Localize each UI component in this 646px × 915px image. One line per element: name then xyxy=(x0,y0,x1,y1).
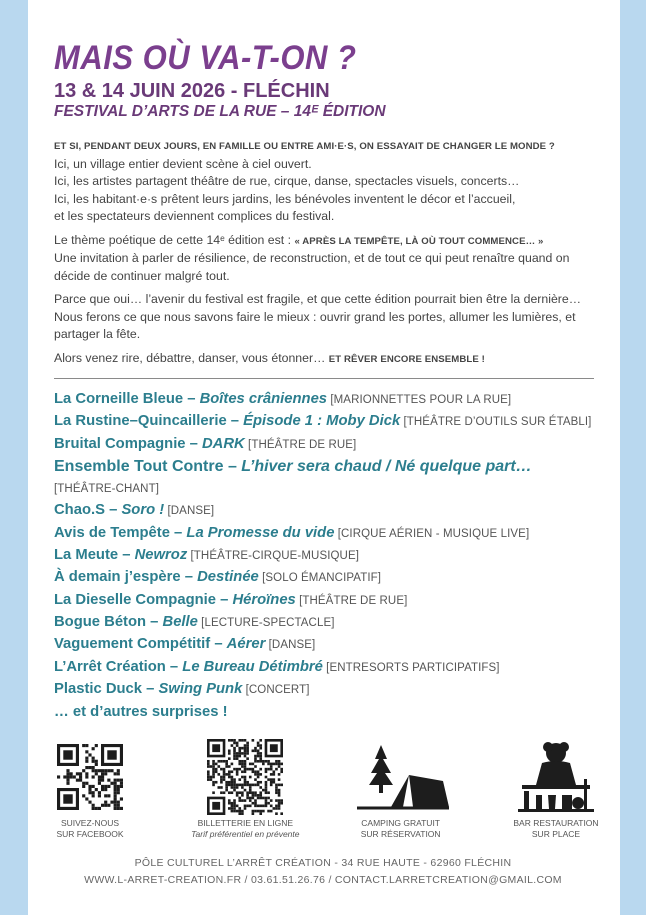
bar-restaurant-icon xyxy=(512,739,600,815)
company-name: Vaguement Compétitif – xyxy=(54,636,227,653)
show-genre: [DANSE] xyxy=(265,639,316,652)
festival-title: MAIS OÙ VA-T-ON ? xyxy=(54,38,357,77)
footer-contact[interactable]: WWW.L-ARRET-CREATION.FR / 03.61.51.26.76 / CONTACT.LARRETCREATION@GMAIL.COM xyxy=(84,874,562,886)
show-title: Héroïnes xyxy=(232,591,296,608)
camping-block xyxy=(337,738,465,848)
show-title: L’hiver sera chaud / Né quelque part… xyxy=(241,457,532,475)
facebook-block xyxy=(26,738,154,848)
intro-line: Ici, un village entier devient scène à ciel ouvert. xyxy=(54,156,312,171)
theme-paragraph xyxy=(54,232,594,286)
surprises-text: … et d’autres surprises ! xyxy=(54,704,228,721)
show-title: Belle xyxy=(162,613,198,630)
show-genre: [LECTURE-SPECTACLE] xyxy=(197,616,335,629)
show-title: Soro ! xyxy=(121,502,165,519)
show-title: Aérer xyxy=(226,636,266,653)
show-title: Le Bureau Détimbré xyxy=(182,658,323,675)
lineup-item xyxy=(54,500,594,522)
show-title: Swing Punk xyxy=(158,680,243,697)
intro-text xyxy=(54,138,594,368)
show-title: DARK xyxy=(202,435,245,452)
show-genre: [THÉÂTRE DE RUE] xyxy=(244,438,357,451)
show-genre: [THÉÂTRE DE RUE] xyxy=(295,594,408,607)
intro-line: et les spectateurs deviennent complices du festival. xyxy=(54,209,335,223)
intro-line: Ici, les artistes partagent théâtre de rue, cirque, danse, spectacles visuels, concerts… xyxy=(54,174,520,188)
lineup-item xyxy=(54,657,594,679)
show-title: La Promesse du vide xyxy=(186,524,335,541)
company-name: La Corneille Bleue – xyxy=(54,391,200,407)
intro-question: ET SI, PENDANT DEUX JOURS, EN FAMILLE OU ENTRE AMI·E·S, ON ESSAYAIT DE CHANGER LE MONDE ? xyxy=(54,141,555,152)
lineup-item xyxy=(54,612,594,634)
show-genre: [THÉÂTRE D’OUTILS SUR ÉTABLI] xyxy=(400,416,592,429)
lineup-item xyxy=(54,389,594,411)
lineup-item xyxy=(54,411,594,433)
festival-date: 13 & 14 JUIN 2026 - FLÉCHIN xyxy=(54,80,330,102)
fragile-paragraph: Parce que oui… l’avenir du festival est fragile, et que cette édition pourrait bien être la dernière… Nous ferons ce que nous savons faire le mieux : ouvrir grand les portes, allumer les lumières, et partager la fête. xyxy=(54,292,582,341)
company-name: Bogue Béton – xyxy=(54,613,163,630)
lineup-item xyxy=(54,567,594,589)
festival-subtitle: FESTIVAL D’ARTS DE LA RUE – 14ᴱ ÉDITION xyxy=(54,103,386,120)
closing-caps: ET RÊVER ENCORE ENSEMBLE ! xyxy=(328,353,485,365)
closing-paragraph xyxy=(54,350,594,369)
lineup-item xyxy=(54,634,594,656)
company-name: Plastic Duck – xyxy=(54,680,159,697)
tickets-block xyxy=(181,738,309,848)
qr-code-icon[interactable] xyxy=(207,739,283,815)
company-name: À demain j’espère – xyxy=(54,569,198,586)
company-name: La Meute – xyxy=(54,547,135,564)
bar-caption: BAR RESTAURATION SUR PLACE xyxy=(513,818,599,839)
closing-lead: Alors venez rire, débattre, danser, vous étonner… xyxy=(54,350,329,365)
show-genre: [MARIONNETTES POUR LA RUE] xyxy=(327,394,512,406)
show-genre: [DANSE] xyxy=(164,505,215,518)
company-name: L’Arrêt Création – xyxy=(54,658,183,675)
show-genre: [THÉÂTRE-CIRQUE-MUSIQUE] xyxy=(187,550,360,563)
lineup-item xyxy=(54,456,594,501)
lineup-item xyxy=(54,679,594,701)
intro-line: Ici, les habitant·e·s prêtent leurs jardins, les bénévoles inventent le décor et l’accueil, xyxy=(54,191,516,206)
lineup-item xyxy=(54,545,594,567)
lineup-list xyxy=(54,389,594,701)
footer xyxy=(0,855,646,889)
show-title: Newroz xyxy=(134,547,188,564)
camping-caption: CAMPING GRATUIT SUR RÉSERVATION xyxy=(360,818,441,839)
show-genre: [SOLO ÉMANCIPATIF] xyxy=(258,572,382,585)
theme-description: Une invitation à parler de résilience, de reconstruction, et de tout ce qui peut renaître quand on décide de continuer malgré tout. xyxy=(54,251,570,283)
company-name: Bruital Compagnie – xyxy=(54,435,202,452)
footer-address: PÔLE CULTUREL L’ARRÊT CRÉATION - 34 RUE HAUTE - 62960 FLÉCHIN xyxy=(134,857,512,869)
company-name: Chao.S – xyxy=(54,502,122,519)
show-genre: [ENTRESORTS PARTICIPATIFS] xyxy=(322,661,500,674)
show-title: Destinée xyxy=(197,569,259,586)
show-genre: [CONCERT] xyxy=(242,683,310,696)
theme-title: « APRÈS LA TEMPÊTE, LÀ OÙ TOUT COMMENCE… » xyxy=(294,235,544,247)
lineup-item xyxy=(54,590,594,612)
section-divider xyxy=(54,378,594,379)
company-name: La Dieselle Compagnie – xyxy=(54,591,233,608)
theme-lead: Le thème poétique de cette 14ᵉ édition est : xyxy=(54,232,295,247)
company-name: Avis de Tempête – xyxy=(54,524,187,541)
show-title: Épisode 1 : Moby Dick xyxy=(243,413,401,430)
show-genre: [CIRQUE AÉRIEN - MUSIQUE LIVE] xyxy=(334,527,530,540)
show-title: Boîtes crâniennes xyxy=(199,391,328,407)
qr-code-icon[interactable] xyxy=(57,744,123,810)
lineup-item xyxy=(54,434,594,456)
company-name: Ensemble Tout Contre – xyxy=(54,457,242,475)
company-name: La Rustine–Quincaillerie – xyxy=(54,413,244,430)
facebook-caption: SUIVEZ-NOUS SUR FACEBOOK xyxy=(56,818,124,839)
bar-block xyxy=(492,738,620,848)
tent-icon xyxy=(351,741,451,813)
lineup-item xyxy=(54,523,594,545)
tickets-caption: BILLETTERIE EN LIGNE Tarif préférentiel en prévente xyxy=(191,818,300,839)
info-icons xyxy=(26,738,620,848)
show-genre: [THÉÂTRE-CHANT] xyxy=(54,483,159,496)
